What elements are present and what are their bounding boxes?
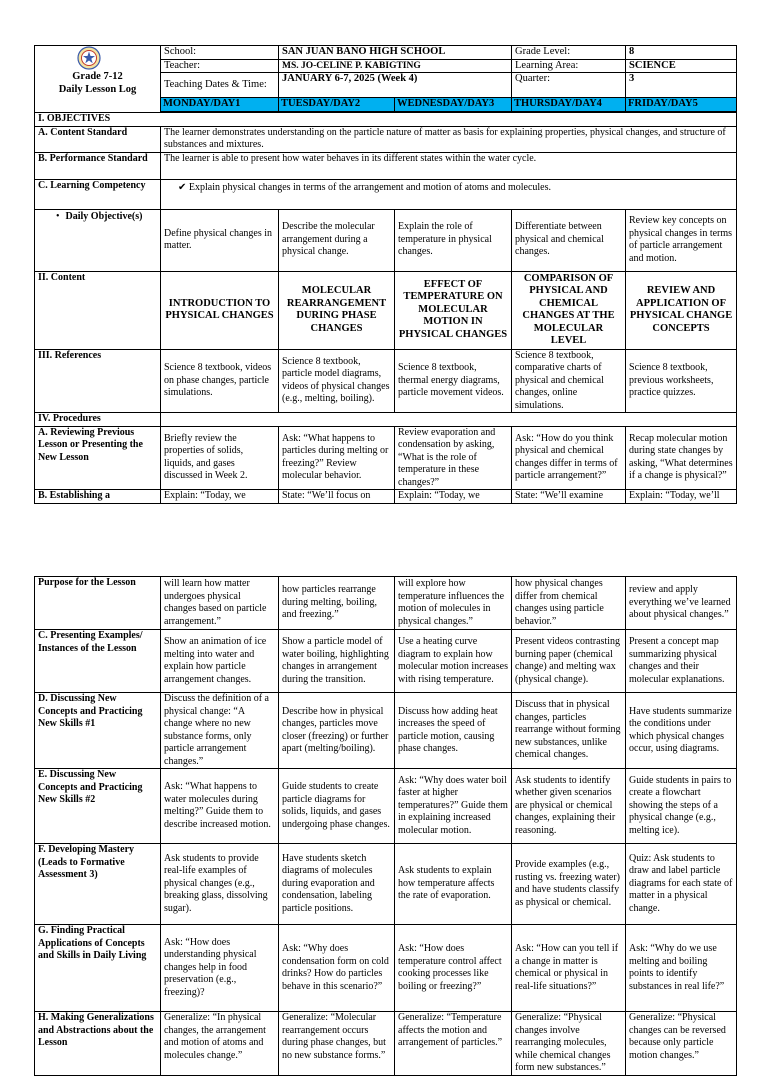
discussing1-day5: Have students summarize the conditions under which physical changes occur, using diagrams. (626, 693, 737, 769)
teacher-name: MS. JO-CELINE P. KABIGTING (279, 59, 512, 73)
day-header-1: MONDAY/DAY1 (161, 98, 279, 112)
teacher-label: Teacher: (161, 59, 279, 73)
establishing-label: B. Establishing a (35, 490, 161, 504)
daily-objective-day3: Explain the role of temperature in physical changes. (395, 209, 512, 271)
purpose-day1: will learn how matter undergoes physical changes based on particle arrangement.” (161, 577, 279, 630)
practical-day1: Ask: “How does understanding physical changes help in food preservation (e.g., freezing)? (161, 925, 279, 1012)
presenting-day5: Present a concept map summarizing physical changes and their molecular explanations. (626, 630, 737, 693)
reference-day5: Science 8 textbook, previous worksheets, practice quizzes. (626, 349, 737, 413)
generalizations-day1: Generalize: “In physical changes, the arrangement and motion of atoms and molecules change.” (161, 1012, 279, 1076)
reviewing-day4: Ask: “How do you think physical and chemical changes differ in terms of particle arrangement?” (512, 426, 626, 490)
generalizations-day2: Generalize: “Molecular rearrangement occurs during phase changes, but no new substance forms.” (279, 1012, 395, 1076)
purpose-day2: how particles rearrange during melting, boiling, and freezing.” (279, 577, 395, 630)
teaching-dates-label: Teaching Dates & Time: (161, 73, 279, 98)
reference-day2: Science 8 textbook, particle model diagrams, videos of physical changes (e.g., melting, boiling). (279, 349, 395, 413)
daily-objective-day5: Review key concepts on physical changes in terms of particle arrangement and motion. (626, 209, 737, 271)
purpose-label: Purpose for the Lesson (35, 577, 161, 630)
practical-day2: Ask: “Why does condensation form on cold drinks? How do particles behave in this scenario?” (279, 925, 395, 1012)
establishing-day1-start: Explain: “Today, we (161, 490, 279, 504)
presenting-label: C. Presenting Examples/ Instances of the Lesson (35, 630, 161, 693)
content-title-day2: MOLECULAR REARRANGEMENT DURING PHASE CHANGES (279, 271, 395, 349)
discussing1-day4: Discuss that in physical changes, particles rearrange without forming new substances, unlike chemical changes. (512, 693, 626, 769)
purpose-day4: how physical changes differ from chemical changes using particle behavior.” (512, 577, 626, 630)
reviewing-label: A. Reviewing Previous Lesson or Presenting the New Lesson (35, 426, 161, 490)
teaching-dates-value: JANUARY 6-7, 2025 (Week 4) (279, 73, 512, 98)
presenting-day3: Use a heating curve diagram to explain how molecular motion increases with rising temperature. (395, 630, 512, 693)
practical-day4: Ask: “How can you tell if a change in matter is chemical or physical in real-life situations?” (512, 925, 626, 1012)
checkmark-icon: ✔ (178, 181, 187, 193)
establishing-day5-start: Explain: “Today, we’ll (626, 490, 737, 504)
mastery-day3: Ask students to explain how temperature affects the rate of evaporation. (395, 844, 512, 925)
discussing1-label: D. Discussing New Concepts and Practicing New Skills #1 (35, 693, 161, 769)
generalizations-day3: Generalize: “Temperature affects the motion and arrangement of particles.” (395, 1012, 512, 1076)
discussing1-day3: Discuss how adding heat increases the speed of particle motion, causing phase changes. (395, 693, 512, 769)
daily-objective-day2: Describe the molecular arrangement during a physical change. (279, 209, 395, 271)
learning-area-label: Learning Area: (512, 59, 626, 73)
grade-level-label: Grade Level: (512, 46, 626, 60)
day-header-3: WEDNESDAY/DAY3 (395, 98, 512, 112)
practical-day5: Ask: “Why do we use melting and boiling points to identify substances in real life?” (626, 925, 737, 1012)
daily-objective-day4: Differentiate between physical and chemical changes. (512, 209, 626, 271)
presenting-day2: Show a particle model of water boiling, highlighting changes in arrangement during the transition. (279, 630, 395, 693)
content-title-day1: INTRODUCTION TO PHYSICAL CHANGES (161, 271, 279, 349)
mastery-day1: Ask students to provide real-life examples of physical changes (e.g., breaking glass, dissolving sugar). (161, 844, 279, 925)
purpose-day3: will explore how temperature influences the motion of molecules in physical changes.” (395, 577, 512, 630)
daily-objectives-label: Daily Objective(s) (65, 210, 143, 222)
reviewing-day3: Review evaporation and condensation by asking, “What is the role of temperature in these changes?” (395, 426, 512, 490)
log-title: Daily Lesson Log (58, 84, 137, 95)
learning-competency-text: Explain physical changes in terms of the arrangement and motion of atoms and molecules. (188, 181, 552, 193)
grade-level-value: 8 (626, 46, 737, 60)
generalizations-day4: Generalize: “Physical changes involve rearranging molecules, while chemical changes form new substances.” (512, 1012, 626, 1076)
performance-standard-text: The learner is able to present how water behaves in its different states within the water cycle. (161, 152, 737, 179)
content-standard-label: A. Content Standard (35, 126, 161, 152)
purpose-day5: review and apply everything we’ve learned about physical changes.” (626, 577, 737, 630)
discussing2-label: E. Discussing New Concepts and Practicing New Skills #2 (35, 769, 161, 844)
deped-seal-icon (77, 46, 101, 70)
day-header-4: THURSDAY/DAY4 (512, 98, 626, 112)
content-title-day5: REVIEW AND APPLICATION OF PHYSICAL CHANGE CONCEPTS (626, 271, 737, 349)
content-title-day3: EFFECT OF TEMPERATURE ON MOLECULAR MOTION IN PHYSICAL CHANGES (395, 271, 512, 349)
reference-day3: Science 8 textbook, thermal energy diagrams, particle movement videos. (395, 349, 512, 413)
objectives-section-title: I. OBJECTIVES (35, 112, 737, 126)
establishing-day4-start: State: “We’ll examine (512, 490, 626, 504)
school-label: School: (161, 46, 279, 60)
mastery-day4: Provide examples (e.g., rusting vs. freezing water) and have students classify as physical or chemical. (512, 844, 626, 925)
establishing-day3-start: Explain: “Today, we (395, 490, 512, 504)
procedures-label: IV. Procedures (35, 413, 161, 427)
discussing1-day1: Discuss the definition of a physical change: “A change where no new substance forms, only particle arrangement changes.” (161, 693, 279, 769)
practical-day3: Ask: “How does temperature control affect cooking processes like boiling or freezing?” (395, 925, 512, 1012)
content-standard-text: The learner demonstrates understanding on the particle nature of matter as basis for explaining properties, physical changes, and structure of substances and mixtures. (161, 126, 737, 152)
presenting-day1: Show an animation of ice melting into water and explain how particle arrangement changes. (161, 630, 279, 693)
generalizations-label: H. Making Generalizations and Abstractions about the Lesson (35, 1012, 161, 1076)
learning-competency-cell (161, 179, 737, 209)
practical-label: G. Finding Practical Applications of Concepts and Skills in Daily Living (35, 925, 161, 1012)
establishing-day2-start: State: “We’ll focus on (279, 490, 395, 504)
learning-area-value: SCIENCE (626, 59, 737, 73)
mastery-day5: Quiz: Ask students to draw and label particle diagrams for each state of matter in a physical change. (626, 844, 737, 925)
daily-objective-day1: Define physical changes in matter. (161, 209, 279, 271)
generalizations-day5: Generalize: “Physical changes can be reversed because only particle motion changes.” (626, 1012, 737, 1076)
lesson-log-table-page-1 (34, 45, 737, 504)
discussing2-day2: Guide students to create particle diagrams for solids, liquids, and gases undergoing phase changes. (279, 769, 395, 844)
performance-standard-label: B. Performance Standard (35, 152, 161, 179)
discussing2-day1: Ask: “What happens to water molecules during melting?” Guide them to describe increased motion. (161, 769, 279, 844)
mastery-label: F. Developing Mastery (Leads to Formative Assessment 3) (35, 844, 161, 925)
reviewing-day1: Briefly review the properties of solids, liquids, and gases discussed in Week 2. (161, 426, 279, 490)
lesson-log-table-page-2 (34, 576, 737, 1076)
quarter-value: 3 (626, 73, 737, 98)
day-header-5: FRIDAY/DAY5 (626, 98, 737, 112)
discussing2-day4: Ask students to identify whether given scenarios are physical or chemical changes, explaining their reasoning. (512, 769, 626, 844)
reference-day4: Science 8 textbook, comparative charts of physical and chemical changes, online simulations. (512, 349, 626, 413)
reference-day1: Science 8 textbook, videos on phase changes, particle simulations. (161, 349, 279, 413)
quarter-label: Quarter: (512, 73, 626, 98)
reviewing-day5: Recap molecular motion during state changes by asking, “What determines if a change is physical?” (626, 426, 737, 490)
discussing2-day5: Guide students in pairs to create a flowchart showing the steps of a physical change (e.g., melting ice). (626, 769, 737, 844)
learning-competency-label: C. Learning Competency (35, 179, 161, 209)
daily-objectives-label-cell (35, 209, 161, 271)
grade-range-label: Grade 7-12 (72, 71, 123, 82)
school-name: SAN JUAN BANO HIGH SCHOOL (279, 46, 512, 60)
discussing1-day2: Describe how in physical changes, particles move closer (freezing) or further apart (melting/boiling). (279, 693, 395, 769)
discussing2-day3: Ask: “Why does water boil faster at higher temperatures?” Guide them in explaining increased molecular motion. (395, 769, 512, 844)
header-logo-cell (35, 46, 161, 113)
references-label: III. References (35, 349, 161, 413)
bullet-icon: • (56, 210, 60, 222)
day-header-2: TUESDAY/DAY2 (279, 98, 395, 112)
reviewing-day2: Ask: “What happens to particles during melting or freezing?” Review molecular behavior. (279, 426, 395, 490)
content-title-day4: COMPARISON OF PHYSICAL AND CHEMICAL CHANGES AT THE MOLECULAR LEVEL (512, 271, 626, 349)
presenting-day4: Present videos contrasting burning paper (chemical change) and melting wax (physical change). (512, 630, 626, 693)
mastery-day2: Have students sketch diagrams of molecules during evaporation and condensation, labeling particle positions. (279, 844, 395, 925)
content-label: II. Content (35, 271, 161, 349)
